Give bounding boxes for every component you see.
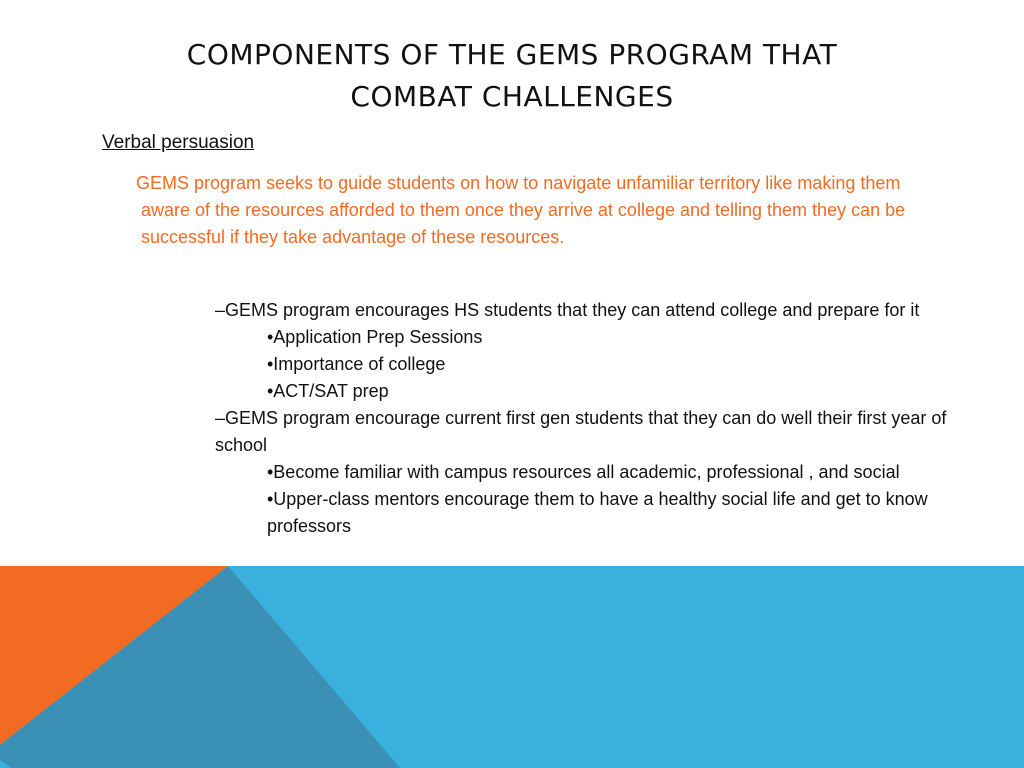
sub-bullet-item: •Upper-class mentors encourage them to have a healthy social life and get to know professors [267,489,928,536]
title-line-1: COMPONENTS OF THE GEMS PROGRAM THAT [186,38,838,71]
sub-bullet-item: •ACT/SAT prep [267,381,389,401]
intro-paragraph: GEMS program seeks to guide students on how to navigate unfamiliar territory like making them aware of the resources afforded to them once they arrive at college and telling them they can be successful if they take advantage of these resources. [136,173,906,247]
sub-bullet-item: •Application Prep Sessions [267,327,483,347]
slide-title [100,34,924,118]
sub-bullet-item: •Become familiar with campus resources all academic, professional , and social [267,462,900,482]
title-line-2: COMBAT CHALLENGES [350,80,674,113]
bullet-item: –GEMS program encourage current first gen students that they can do well their first year of school [215,408,947,455]
subheading: Verbal persuasion [102,132,255,153]
bullet-item: –GEMS program encourages HS students that they can attend college and prepare for it [215,300,920,320]
bullet-list [215,297,955,540]
sub-bullet-item: •Importance of college [267,354,446,374]
